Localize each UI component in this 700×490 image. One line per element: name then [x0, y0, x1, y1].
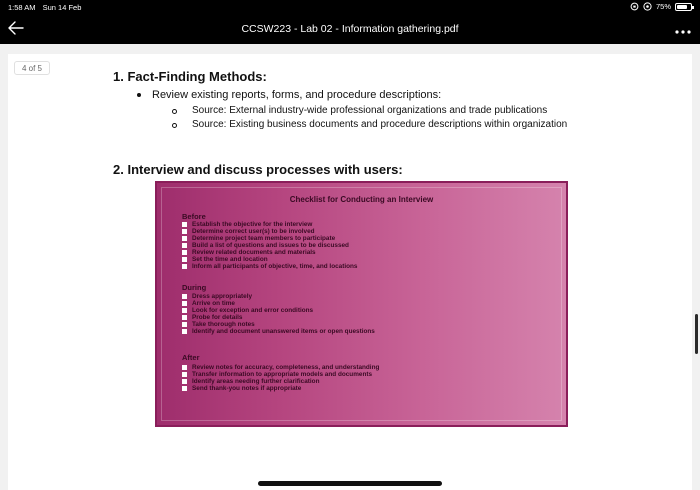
- home-indicator[interactable]: [258, 481, 442, 486]
- checklist-item-text: Review related documents and materials: [192, 249, 316, 256]
- checklist-item: [182, 364, 379, 371]
- circle-bullet-icon: [172, 123, 177, 128]
- checklist-during-list: [182, 293, 375, 335]
- status-bar: [0, 0, 700, 16]
- checklist-before-list: [182, 221, 357, 270]
- sub-bullet-external: [172, 104, 547, 118]
- battery-percent: 75%: [655, 2, 671, 11]
- checklist-item: [182, 242, 357, 249]
- checklist-item-text: Dress appropriately: [192, 293, 253, 300]
- sub-bullet-existing: [172, 118, 590, 132]
- checklist-item: [182, 221, 357, 228]
- section-heading-interview: 2. Interview and discuss processes with users:: [113, 162, 403, 177]
- checkbox-icon: [182, 236, 187, 241]
- checkbox-icon: [182, 222, 187, 227]
- sub-bullet-text: Source: External industry-wide professional organizations and trade publications: [192, 105, 548, 116]
- sub-bullet-text: Source: Existing business documents and procedure descriptions within organization: [192, 119, 568, 130]
- checkbox-icon: [182, 257, 187, 262]
- checklist-item-text: Inform all participants of objective, time, and locations: [192, 263, 358, 270]
- checkbox-icon: [182, 301, 187, 306]
- status-left: [8, 3, 86, 12]
- checklist-item: [182, 307, 375, 314]
- checklist-item: [182, 300, 375, 307]
- checkbox-icon: [182, 315, 187, 320]
- circle-bullet-icon: [172, 109, 177, 114]
- checklist-item: [182, 256, 357, 263]
- checkbox-icon: [182, 243, 187, 248]
- checkbox-icon: [182, 329, 187, 334]
- bullet-dot-icon: [137, 93, 141, 97]
- checklist-item-text: Determine correct user(s) to be involved: [192, 228, 315, 235]
- checklist-item: [182, 249, 357, 256]
- bullet-item: [137, 89, 441, 101]
- checkbox-icon: [182, 386, 187, 391]
- battery-level: [677, 5, 687, 9]
- checklist-item-text: Arrive on time: [192, 300, 235, 307]
- checkbox-icon: [182, 264, 187, 269]
- status-time: 1:58 AM: [8, 3, 36, 12]
- checklist-item: [182, 293, 375, 300]
- orientation-lock-icon: [630, 2, 639, 11]
- checklist-item-text: Probe for details: [192, 314, 243, 321]
- status-right: [630, 2, 692, 11]
- checkbox-icon: [182, 250, 187, 255]
- checklist-item: [182, 328, 375, 335]
- bullet-text: Review existing reports, forms, and procedure descriptions:: [152, 89, 442, 101]
- checkbox-icon: [182, 294, 187, 299]
- checklist-section-after: After: [182, 353, 200, 362]
- checklist-item: [182, 235, 357, 242]
- checklist-section-during: During: [182, 283, 207, 292]
- checklist-item-text: Review notes for accuracy, completeness, and understanding: [192, 364, 380, 371]
- checklist-item-text: Take thorough notes: [192, 321, 255, 328]
- checklist-item: [182, 321, 375, 328]
- section-heading-fact-finding: 1. Fact-Finding Methods:: [113, 69, 267, 84]
- more-dots-icon: [675, 21, 691, 39]
- checklist-item: [182, 263, 357, 270]
- checkbox-icon: [182, 322, 187, 327]
- checkbox-icon: [182, 229, 187, 234]
- interview-checklist-image: [155, 181, 568, 427]
- checklist-title: Checklist for Conducting an Interview: [289, 195, 434, 204]
- checklist-item-text: Identify and document unanswered items or open questions: [192, 328, 375, 335]
- more-button[interactable]: [672, 20, 694, 40]
- scrollbar[interactable]: [695, 314, 698, 354]
- checklist-item-text: Transfer information to appropriate models and documents: [192, 371, 373, 378]
- checklist-after-list: [182, 364, 379, 392]
- document-title: CCSW223 - Lab 02 - Information gathering.pdf: [241, 23, 459, 35]
- checkbox-icon: [182, 308, 187, 313]
- checkbox-icon: [182, 372, 187, 377]
- checklist-item-text: Determine project team members to participate: [192, 235, 336, 242]
- page-indicator: 4 of 5: [14, 61, 50, 75]
- checklist-item-text: Build a list of questions and issues to be discussed: [192, 242, 349, 249]
- checkbox-icon: [182, 379, 187, 384]
- checklist-item-text: Identify areas needing further clarification: [192, 378, 320, 385]
- checklist-section-before: Before: [182, 212, 206, 221]
- checklist-item-text: Set the time and location: [192, 256, 268, 263]
- checklist-item-text: Look for exception and error conditions: [192, 307, 314, 314]
- checklist-item: [182, 314, 375, 321]
- status-date: Sun 14 Feb: [42, 3, 82, 12]
- checklist-item-text: Send thank-you notes if appropriate: [192, 385, 302, 392]
- checklist-item: [182, 378, 379, 385]
- battery-icon: [675, 3, 692, 11]
- wifi-icon: [643, 2, 652, 11]
- checklist-item: [182, 371, 379, 378]
- checkbox-icon: [182, 365, 187, 370]
- checklist-item: [182, 228, 357, 235]
- checklist-item-text: Establish the objective for the interview: [192, 221, 313, 228]
- checklist-item: [182, 385, 379, 392]
- navigation-bar: [0, 16, 700, 44]
